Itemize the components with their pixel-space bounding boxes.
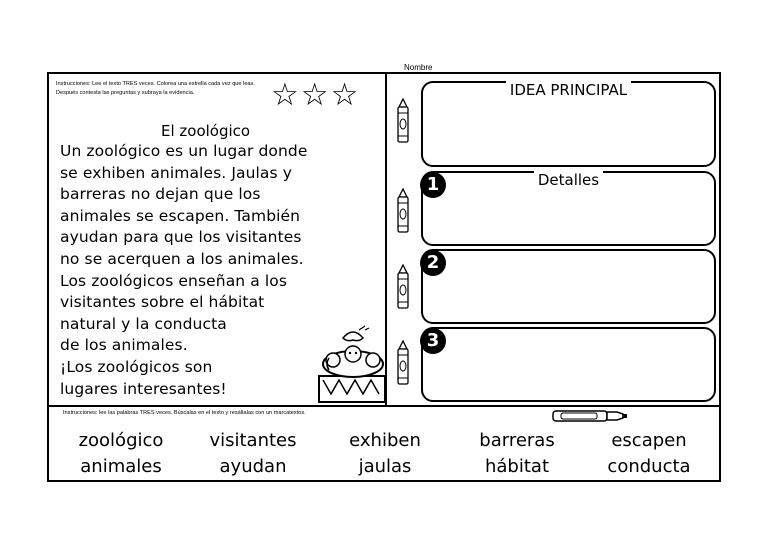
word-list xyxy=(55,429,715,479)
crayon-icon xyxy=(395,188,411,234)
number-badge-3: 3 xyxy=(420,328,446,354)
story-line: ¡Los zoológicos son xyxy=(60,357,213,376)
vocabulary-instructions: Instrucciones: lee las palabras TRES veces. Búscalas en el texto y resáltalas con un marcatextos. xyxy=(63,410,306,416)
story-line: Un zoológico es un lugar donde xyxy=(60,142,308,160)
crayon-icon xyxy=(395,98,411,144)
star-rating xyxy=(271,77,359,113)
crayon-icon xyxy=(395,340,411,386)
number-badge-2: 2 xyxy=(420,250,446,276)
story-line: no se acerquen a los animales. xyxy=(60,249,304,268)
star-icon[interactable]: ☆ xyxy=(271,77,299,113)
vocab-word: animales xyxy=(80,456,162,477)
details-label: Detalles xyxy=(423,171,714,189)
vocab-word: barreras xyxy=(479,430,555,451)
story-line: natural y la conducta xyxy=(60,314,227,333)
main-idea-box[interactable] xyxy=(421,81,716,167)
star-icon[interactable]: ☆ xyxy=(330,77,359,113)
reading-panel xyxy=(49,74,387,405)
vocab-word: jaulas xyxy=(358,456,412,477)
vocab-word: zoológico xyxy=(78,430,164,451)
story-line: ayudan para que los visitantes xyxy=(60,228,302,247)
detail-box-1[interactable] xyxy=(421,171,716,246)
crayon-icon xyxy=(395,264,411,310)
story-title: El zoológico xyxy=(161,122,251,140)
number-badge-1: 1 xyxy=(420,172,446,198)
star-icon[interactable]: ☆ xyxy=(300,77,329,113)
vocab-word: hábitat xyxy=(484,456,549,477)
story-line: de los animales. xyxy=(60,336,188,355)
organizer-panel xyxy=(387,74,721,405)
zoo-animals-icon xyxy=(279,324,389,404)
vocab-word: conducta xyxy=(607,456,691,477)
main-idea-label: IDEA PRINCIPAL xyxy=(423,81,714,99)
story-line: visitantes sobre el hábitat xyxy=(60,293,265,312)
story-line: lugares interesantes! xyxy=(60,379,227,398)
vocabulary-panel xyxy=(49,405,719,482)
reading-instructions: Instrucciones: Lee el texto TRES veces. Colorea una estrella cada vez que leas. Después contesta las preguntas y subraya la evidencia. xyxy=(56,81,255,96)
vocab-word: escapen xyxy=(611,430,687,451)
name-label: Nombre xyxy=(404,63,433,72)
detail-box-3[interactable] xyxy=(421,327,716,402)
vocab-word: visitantes xyxy=(209,430,297,451)
highlighter-icon xyxy=(549,408,629,424)
story-line: se exhiben animales. Jaulas y xyxy=(60,163,293,182)
story-line: Los zoológicos enseñan a los xyxy=(60,271,288,290)
story-line: animales se escapen. También xyxy=(60,206,301,225)
worksheet xyxy=(47,72,721,482)
vocab-word: ayudan xyxy=(219,456,287,477)
vocab-word: exhiben xyxy=(349,430,421,451)
detail-box-2[interactable] xyxy=(421,249,716,324)
story-line: barreras no dejan que los xyxy=(60,185,261,204)
